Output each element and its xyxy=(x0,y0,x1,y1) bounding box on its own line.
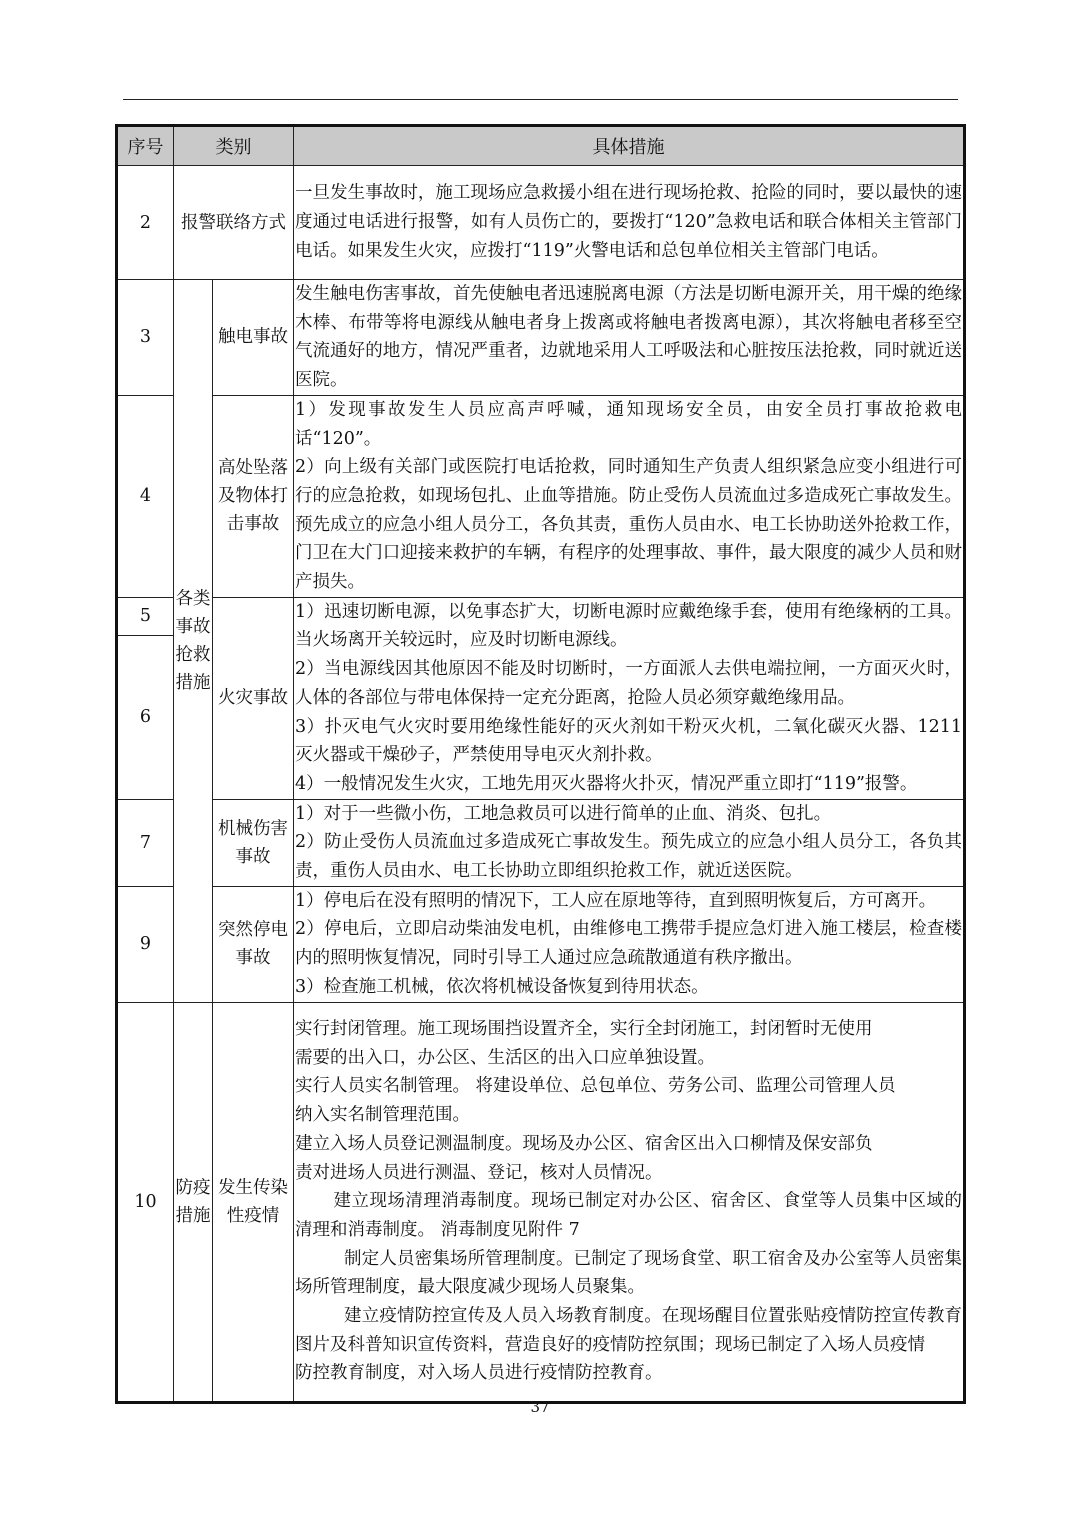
detail-cell xyxy=(294,1002,965,1402)
detail-paragraph: 2）当电源线因其他原因不能及时切断时，一方面派人去供电端拉闸，一方面灭火时，人体的各部位与带电体保持一定充分距离，抢险人员必须穿戴绝缘用品。 xyxy=(295,659,962,708)
measures-table xyxy=(115,124,966,1404)
detail-paragraph: 发生触电伤害事故，首先使触电者迅速脱离电源（方法是切断电源开关，用干燥的绝缘木棒、布带等将电源线从触电者身上拨离或将触电者拨离电源），其次将触电者移至空气流通好的地方，情况严重者，边就地采用人工呼吸法和心脏按压法抢救，同时就近送医院。 xyxy=(295,284,962,391)
detail-paragraph: 需要的出入口，办公区、生活区的出入口应单独设置。 xyxy=(295,1047,715,1068)
detail-paragraph: 实行封闭管理。施工现场围挡设置齐全，实行全封闭施工，封闭暂时无使用 xyxy=(295,1019,873,1039)
table-row xyxy=(117,166,965,280)
category-label: 报警联络方式 xyxy=(174,166,294,280)
header-category: 类别 xyxy=(174,126,294,166)
detail-paragraph: 建立现场清理消毒制度。现场已制定对办公区、宿舍区、食堂等人员集中区域的清理和消毒制度。 消毒制度见附件 7 xyxy=(295,1191,962,1240)
table-row xyxy=(117,597,965,635)
sub-category-label: 触电事故 xyxy=(213,280,294,396)
header-no: 序号 xyxy=(117,126,174,166)
detail-paragraph: 2）防止受伤人员流血过多造成死亡事故发生。预先成立的应急小组人员分工，各负其责，重伤人员由水、电工长协助立即组织抢救工作，就近送医院。 xyxy=(295,832,962,882)
detail-paragraph: 1）迅速切断电源，以免事态扩大，切断电源时应戴绝缘手套，使用有绝缘柄的工具。当火场离开关较远时，应及时切断电源线。 xyxy=(295,601,962,651)
detail-cell xyxy=(294,886,965,1002)
sub-category-label: 发生传染性疫情 xyxy=(213,1002,294,1402)
detail-cell xyxy=(294,166,965,280)
row-number: 2 xyxy=(117,166,174,280)
header-detail: 具体措施 xyxy=(294,126,965,166)
detail-paragraph: 3）检查施工机械，依次将机械设备恢复到待用状态。 xyxy=(295,976,709,997)
detail-paragraph: 2）停电后，立即启动柴油发电机，由维修电工携带手提应急灯进入施工楼层，检查楼内的照明恢复情况，同时引导工人通过应急疏散通道有秩序撤出。 xyxy=(295,919,962,969)
detail-paragraph: 建立入场人员登记测温制度。现场及办公区、宿舍区出入口柳情及保安部负 xyxy=(295,1133,873,1154)
detail-cell xyxy=(294,597,965,799)
group-label-rescue: 各类事故抢救措施 xyxy=(174,280,213,1003)
table-row xyxy=(117,1002,965,1402)
sub-category-label: 高处坠落及物体打击事故 xyxy=(213,395,294,597)
row-number: 10 xyxy=(117,1002,174,1402)
page-number: 37 xyxy=(530,1398,550,1416)
table-row xyxy=(117,886,965,1002)
detail-paragraph: 实行人员实名制管理。 将建设单位、总包单位、劳务公司、监理公司管理人员 xyxy=(295,1076,896,1097)
sub-category-label: 突然停电事故 xyxy=(213,886,294,1002)
table-row xyxy=(117,395,965,597)
detail-paragraph: 1）对于一些微小伤，工地急救员可以进行简单的止血、消炎、包扎。 xyxy=(295,803,832,824)
detail-paragraph: 责对进场人员进行测温、登记，核对人员情况。 xyxy=(295,1162,663,1183)
sub-category-label: 机械伤害事故 xyxy=(213,799,294,886)
detail-cell xyxy=(294,395,965,597)
detail-paragraph: 2）向上级有关部门或医院打电话抢救，同时通知生产负责人组织紧急应变小组进行可行的应急抢救，如现场包扎、止血等措施。防止受伤人员流血过多造成死亡事故发生。预先成立的应急小组人员分工，各负其责，重伤人员由水、电工长协助送外抢救工作，门卫在大门口迎接来救护的车辆，有程序的处理事故、事件，最大限度的减少人员和财产损失。 xyxy=(295,457,962,593)
detail-paragraph: 一旦发生事故时，施工现场应急救援小组在进行现场抢救、抢险的同时，要以最快的速度通过电话进行报警，如有人员伤亡的，要拨打“120”急救电话和联合体相关主管部门电话。如果发生火灾，应拨打“119”火警电话和总包单位相关主管部门电话。 xyxy=(295,183,962,261)
detail-paragraph: 3）扑灭电气火灾时要用绝缘性能好的灭火剂如干粉灭火机，二氧化碳灭火器、1211 灭火器或干燥砂子，严禁使用导电灭火剂扑救。 xyxy=(295,716,962,766)
table-row xyxy=(117,799,965,886)
header-rule xyxy=(123,99,958,100)
table-row xyxy=(117,280,965,396)
group-label-epidemic: 防疫措施 xyxy=(174,1002,213,1402)
detail-paragraph: 4）一般情况发生火灾，工地先用灭火器将火扑灭，情况严重立即打“119”报警。 xyxy=(295,773,918,794)
table-header-row xyxy=(117,126,965,166)
row-number: 3 xyxy=(117,280,174,396)
detail-paragraph: 防控教育制度，对入场人员进行疫情防控教育。 xyxy=(295,1363,663,1384)
row-number: 7 xyxy=(117,799,174,886)
row-number: 5 xyxy=(117,597,174,635)
detail-cell xyxy=(294,280,965,396)
detail-paragraph: 建立疫情防控宣传及人员入场教育制度。在现场醒目位置张贴疫情防控宣传教育图片及科普知识宣传资料，营造良好的疫情防控氛围；现场已制定了入场人员疫情 xyxy=(295,1306,962,1355)
detail-paragraph: 1）停电后在没有照明的情况下，工人应在原地等待，直到照明恢复后，方可离开。 xyxy=(295,890,937,911)
sub-category-label: 火灾事故 xyxy=(213,597,294,799)
row-number: 6 xyxy=(117,636,174,800)
detail-paragraph: 制定人员密集场所管理制度。已制定了现场食堂、职工宿舍及办公室等人员密集场所管理制度，最大限度减少现场人员聚集。 xyxy=(295,1248,962,1298)
detail-paragraph: 纳入实名制管理范围。 xyxy=(295,1105,470,1126)
detail-cell xyxy=(294,799,965,886)
row-number: 9 xyxy=(117,886,174,1002)
row-number: 4 xyxy=(117,395,174,597)
detail-paragraph: 1）发现事故发生人员应高声呼喊，通知现场安全员，由安全员打事故抢救电话“120”。 xyxy=(295,399,962,449)
